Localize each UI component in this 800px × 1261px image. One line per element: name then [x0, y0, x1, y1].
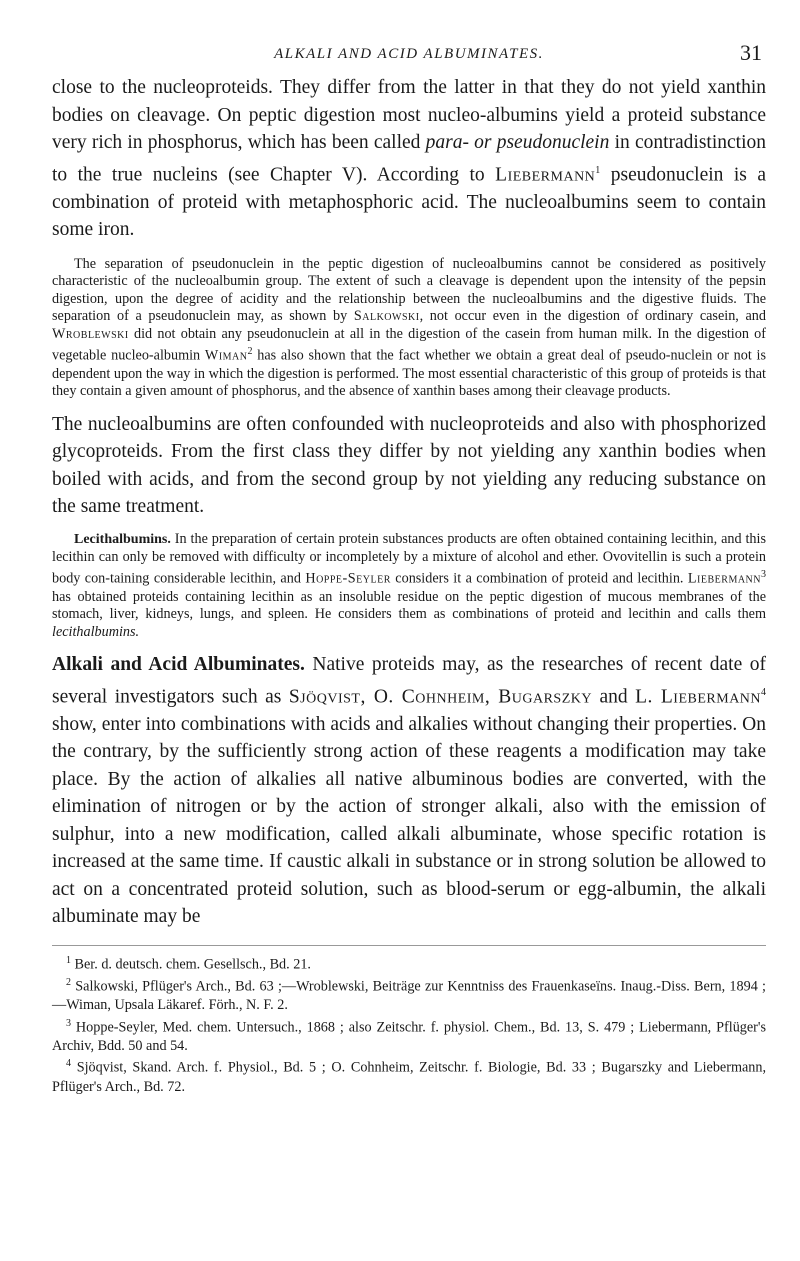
paragraph-3: The nucleoalbumins are often confounded with nucleoproteids and also with phosphorized glycoproteids. From the first class they differ by not yielding any xanthin bodies when boiled with acids, and from the second group by not yielding any reducing substance on the same treatment. — [52, 413, 766, 518]
footnote-text: Ber. d. deutsch. chem. Gesellsch., Bd. 21. — [74, 956, 311, 973]
paragraph-5 — [52, 651, 766, 931]
paragraph-4-small — [52, 531, 766, 641]
footnote — [52, 974, 766, 1015]
paragraph-2-small — [52, 256, 766, 401]
footnotes — [52, 945, 766, 1096]
footnote-mark: 4 — [66, 1058, 71, 1070]
footnote-text: Salkowski, Pflüger's Arch., Bd. 63 ;—Wroblewski, Beiträge zur Kenntniss des Frauenkaseïns. Inaug.-Diss. Bern, 1894 ;—Wiman, Upsala Läkaref. Förh., N. F. 2. — [52, 978, 766, 1014]
footnote — [52, 1055, 766, 1096]
footnote-mark: 3 — [66, 1017, 71, 1029]
footnote-text: Hoppe-Seyler, Med. chem. Untersuch., 1868 ; also Zeitschr. f. physiol. Chem., Bd. 13, S. 479 ; Liebermann, Pflüger's Archiv, Bdd. 50 and 54. — [52, 1019, 766, 1054]
footnote — [52, 952, 766, 974]
text-run: , not occur even in the digestion of ordinary casein, and — [419, 308, 766, 325]
text-run: close to the nucleoproteids. They differ from the latter in that they do not yield xanthin bodies on cleavage. On peptic digestion most nucleo-albumins yield a proteid substance very rich in phosphorus, which has been called — [52, 77, 766, 153]
text-run: has also shown that the fact whether we obtain a great deal of pseudo-nuclein or not is dependent upon the way in which the digestion is performed. The most essential characteristic of this group of proteids is that they contain a given amount of phosphorus, and the absence of xanthin bases among their cleavage products. — [52, 348, 766, 400]
italic-term: para- or pseudonuclein — [425, 132, 610, 153]
paragraph-1 — [52, 74, 766, 244]
page-number: 31 — [740, 40, 762, 65]
author-name: Wroblewski — [52, 325, 129, 342]
author-name: Salkowski — [353, 308, 420, 325]
run-in-heading: Lecithalbumins. — [74, 531, 171, 547]
text-run: and — [599, 686, 628, 708]
text-run: in contradistinction to the true nucleins (see Chapter V). According to — [52, 132, 767, 185]
footnote — [52, 1015, 766, 1056]
text-run: pseudonuclein is a combination of proteid with metaphosphoric acid. The nucleoalbumins seem to contain some iron. — [52, 164, 767, 240]
footnote-mark: 2 — [66, 977, 71, 989]
text-run: The separation of pseudonuclein in the peptic digestion of nucleoalbumins cannot be considered as positively characteristic of the nucleoalbumin group. The extent of such a cleavage is dependent upon the intensity of the pepsin digestion, upon the degree of acidity and the relationship between the nucleoalbumins and the digestive fluids. The separation of a pseudonuclein may, as shown by — [52, 255, 766, 325]
text-run: has obtained proteids containing lecithin as an insoluble residue on the peptic digestion of mucous membranes of the stomach, liver, kidneys, lungs, and spleen. He considers them as combinations of proteid and lecithin and calls them — [52, 588, 766, 623]
author-name: Hoppe-Seyler — [305, 570, 391, 587]
text-run: considers it a combination of proteid and lecithin. — [395, 570, 684, 587]
author-name: Wiman — [204, 348, 248, 365]
footnote-ref: 3 — [761, 569, 767, 581]
page — [52, 40, 766, 1096]
author-name: Liebermann — [495, 164, 596, 185]
italic-term: lecithalbumins. — [52, 623, 140, 640]
author-name: Liebermann — [687, 570, 762, 587]
page-header — [52, 40, 766, 74]
text-run: did not obtain any pseudonuclein at all in the digestion of the casein from human milk. In the digestion of vegetable nucleo-albumin — [52, 325, 766, 365]
text-run: show, enter into combinations with acids and alkalies without changing their properties. On the contrary, by the sufficiently strong action of these reagents a modification may take place. By the action of alkalies all native albuminous bodies are converted, with the elimination of nitrogen or by the action of stronger alkali, also with the emission of sulphur, into a new modification, called alkali albuminate, whose specific rotation is increased at the same time. If caustic alkali in substance or in strong solution be allowed to act on a concentrated proteid solution, such as blood-serum or egg-albumin, the alkali albuminate may be — [52, 713, 766, 928]
footnote-text: Sjöqvist, Skand. Arch. f. Physiol., Bd. 5 ; O. Cohnheim, Zeitschr. f. Biologie, Bd. 33 ; Bugarszky and Liebermann, Pflüger's Arch., Bd. 72. — [52, 1060, 767, 1095]
section-heading: Alkali and Acid Albuminates. — [52, 654, 305, 676]
text-run: Native proteids may, as the researches of recent date of several investigators such as — [52, 654, 766, 708]
footnote-ref: 1 — [595, 164, 601, 176]
footnote-ref: 4 — [761, 686, 767, 698]
author-names: Sjöqvist, O. Cohnheim, Bugarszky — [288, 686, 592, 708]
footnote-mark: 1 — [66, 954, 71, 966]
author-name: L. Liebermann — [635, 686, 762, 708]
text-run: In the preparation of certain protein substances products are often obtained containing lecithin, and this lecithin can only be removed with difficulty or incompletely by a mixture of alcohol and ether. Ovovitellin is such a protein body con-taining considerable lecithin, and — [52, 530, 766, 587]
footnote-ref: 2 — [247, 346, 253, 358]
running-head: ALKALI AND ACID ALBUMINATES. — [274, 46, 544, 62]
